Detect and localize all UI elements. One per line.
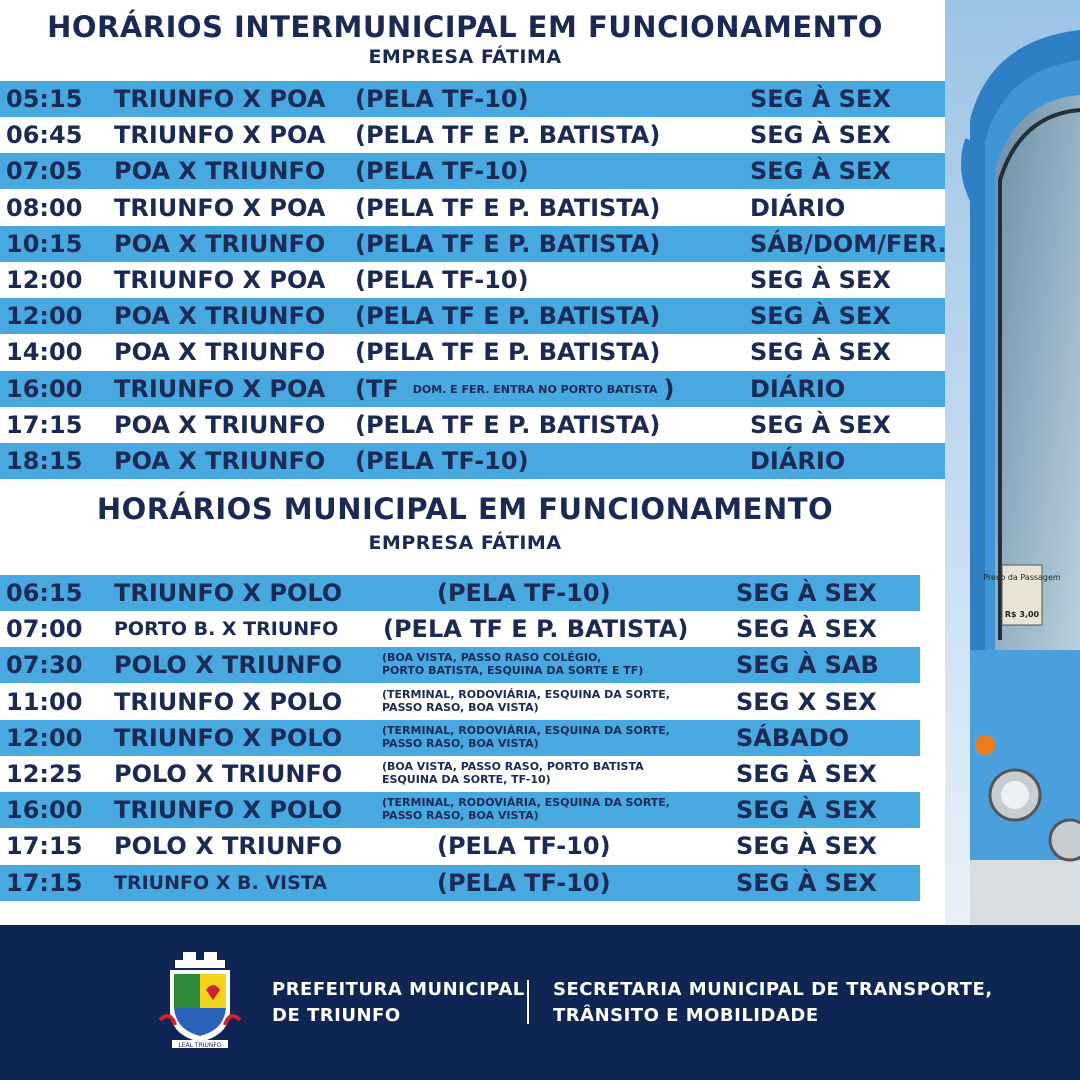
schedule-row: [0, 443, 945, 479]
schedule-row: [0, 262, 945, 298]
departure-time: 16:00: [6, 374, 83, 403]
municipal-title: HORÁRIOS MUNICIPAL EM FUNCIONAMENTO: [96, 492, 834, 526]
operating-days: SEG À SEX: [750, 302, 891, 331]
sticker-label: Preço da Passagem: [983, 573, 1061, 582]
schedule-row: [0, 611, 920, 647]
departure-time: 06:15: [6, 579, 83, 607]
route-via: (PELA TF E P. BATISTA): [355, 410, 661, 439]
schedule-row: [0, 371, 945, 407]
departure-time: 07:30: [6, 651, 83, 680]
intermunicipal-company: EMPRESA FÁTIMA: [368, 46, 562, 68]
operating-days: SEG À SEX: [736, 832, 877, 861]
prefeitura-line1: PREFEITURA MUNICIPAL: [272, 979, 525, 1000]
route: TRIUNFO X POLO: [114, 796, 343, 825]
route-via: (PELA TF E P. BATISTA): [355, 193, 661, 222]
route-via: (PELA TF E P. BATISTA): [355, 121, 661, 150]
headlight-icon-2: [1050, 820, 1080, 860]
footer: [0, 925, 1080, 1080]
route-via: (BOA VISTA, PASSO RASO COLÉGIO, PORTO BATISTA, ESQUINA DA SORTE E TF): [382, 651, 644, 678]
operating-days: SEG À SEX: [750, 410, 891, 439]
schedule-row: [0, 190, 945, 226]
route: POA X TRIUNFO: [114, 447, 326, 475]
secretaria-name: [553, 977, 993, 1029]
prefeitura-line2: DE TRIUNFO: [272, 1005, 401, 1026]
intermunicipal-title: HORÁRIOS INTERMUNICIPAL EM FUNCIONAMENTO: [47, 10, 883, 44]
sticker-price: R$ 3,00: [1004, 610, 1040, 619]
operating-days: DIÁRIO: [750, 374, 846, 403]
operating-days: SEG À SEX: [750, 157, 891, 186]
route: POLO X TRIUNFO: [114, 760, 343, 788]
schedule-row: [0, 226, 945, 262]
route: TRIUNFO X POA: [114, 121, 326, 150]
operating-days: SEG À SEX: [750, 85, 891, 113]
operating-days: SEG À SEX: [736, 868, 877, 897]
route-via: (PELA TF-10): [355, 266, 529, 294]
route: TRIUNFO X POA: [114, 193, 326, 222]
footer-divider: [527, 980, 529, 1024]
departure-time: 07:00: [6, 615, 83, 644]
operating-days: DIÁRIO: [750, 193, 846, 222]
departure-time: 18:15: [6, 447, 83, 475]
route-via: (TERMINAL, RODOVIÁRIA, ESQUINA DA SORTE, PASSO RASO, BOA VISTA): [382, 723, 670, 750]
route: TRIUNFO X POA: [114, 266, 326, 294]
schedule-row: [0, 334, 945, 370]
route: POA X TRIUNFO: [114, 229, 326, 258]
schedule-row: [0, 117, 945, 153]
schedule-row: [0, 153, 945, 189]
departure-time: 12:00: [6, 723, 83, 752]
operating-days: SEG À SEX: [750, 121, 891, 150]
departure-time: 16:00: [6, 796, 83, 825]
via-text-end: ): [663, 374, 675, 403]
operating-days: SÁB/DOM/FER.: [750, 229, 947, 258]
operating-days: SEG À SEX: [736, 579, 877, 607]
departure-time: 17:15: [6, 832, 83, 861]
route-via: (PELA TF-10): [355, 447, 529, 475]
route-via: (PELA TF E P. BATISTA): [355, 302, 661, 331]
schedule-row: [0, 720, 920, 756]
route: TRIUNFO X POLO: [114, 723, 343, 752]
via-note: DOM. E FER. ENTRA NO PORTO BATISTA: [412, 382, 658, 396]
departure-time: 12:00: [6, 302, 83, 331]
secretaria-line2: TRÂNSITO E MOBILIDADE: [553, 1005, 819, 1026]
operating-days: SEG X SEX: [736, 687, 877, 716]
route: TRIUNFO X POLO: [114, 687, 343, 716]
route: POA X TRIUNFO: [114, 157, 326, 186]
route: PORTO B. X TRIUNFO: [114, 618, 339, 641]
departure-time: 05:15: [6, 85, 83, 113]
route-via: [355, 371, 674, 407]
schedule-row: [0, 792, 920, 828]
route: POLO X TRIUNFO: [114, 651, 343, 680]
route-via: (PELA TF-10): [355, 85, 529, 113]
operating-days: SEG À SEX: [750, 266, 891, 294]
secretaria-line1: SECRETARIA MUNICIPAL DE TRANSPORTE,: [553, 979, 993, 1000]
turn-signal-icon: [975, 735, 995, 755]
departure-time: 14:00: [6, 338, 83, 367]
schedule-row: [0, 575, 920, 611]
route-via: (BOA VISTA, PASSO RASO, PORTO BATISTA ESQUINA DA SORTE, TF-10): [382, 760, 644, 786]
route: TRIUNFO X B. VISTA: [114, 871, 327, 894]
operating-days: SEG À SEX: [736, 615, 877, 644]
crest-motto: LEAL TRIUNFO: [178, 1042, 222, 1049]
route: POA X TRIUNFO: [114, 410, 326, 439]
route-via: (PELA TF E P. BATISTA): [355, 229, 661, 258]
departure-time: 17:15: [6, 410, 83, 439]
departure-time: 10:15: [6, 229, 83, 258]
route: TRIUNFO X POA: [114, 85, 326, 113]
route: TRIUNFO X POA: [114, 374, 326, 403]
route-via: (PELA TF-10): [437, 868, 611, 897]
operating-days: SEG À SEX: [736, 796, 877, 825]
schedule-row: [0, 756, 920, 792]
operating-days: SEG À SEX: [736, 760, 877, 788]
schedule-row: [0, 828, 920, 864]
departure-time: 11:00: [6, 687, 83, 716]
departure-time: 12:25: [6, 760, 83, 788]
departure-time: 12:00: [6, 266, 83, 294]
operating-days: SEG À SAB: [736, 651, 879, 680]
via-text: (TF: [355, 374, 399, 403]
route-via: (PELA TF E P. BATISTA): [355, 338, 661, 367]
bus-image: [930, 0, 1080, 925]
route-via: (TERMINAL, RODOVIÁRIA, ESQUINA DA SORTE, PASSO RASO, BOA VISTA): [382, 687, 670, 714]
route-via: (PELA TF-10): [437, 579, 611, 607]
route: POLO X TRIUNFO: [114, 832, 343, 861]
prefeitura-name: [272, 977, 525, 1029]
route: TRIUNFO X POLO: [114, 579, 343, 607]
schedule-row: [0, 684, 920, 720]
municipal-company: EMPRESA FÁTIMA: [368, 532, 562, 554]
schedule-row: [0, 647, 920, 683]
route-via: (TERMINAL, RODOVIÁRIA, ESQUINA DA SORTE, PASSO RASO, BOA VISTA): [382, 796, 670, 823]
route: POA X TRIUNFO: [114, 338, 326, 367]
operating-days: SÁBADO: [736, 723, 850, 752]
route-via: (PELA TF-10): [437, 832, 611, 861]
route-via: (PELA TF-10): [355, 157, 529, 186]
operating-days: SEG À SEX: [750, 338, 891, 367]
route-via: (PELA TF E P. BATISTA): [383, 615, 689, 644]
municipal-crest-icon: [150, 950, 250, 1050]
schedule-row: [0, 81, 945, 117]
departure-time: 08:00: [6, 193, 83, 222]
schedule-row: [0, 865, 920, 901]
departure-time: 07:05: [6, 157, 83, 186]
departure-time: 06:45: [6, 121, 83, 150]
operating-days: DIÁRIO: [750, 447, 846, 475]
route: POA X TRIUNFO: [114, 302, 326, 331]
schedule-row: [0, 407, 945, 443]
departure-time: 17:15: [6, 868, 83, 897]
schedule-row: [0, 298, 945, 334]
